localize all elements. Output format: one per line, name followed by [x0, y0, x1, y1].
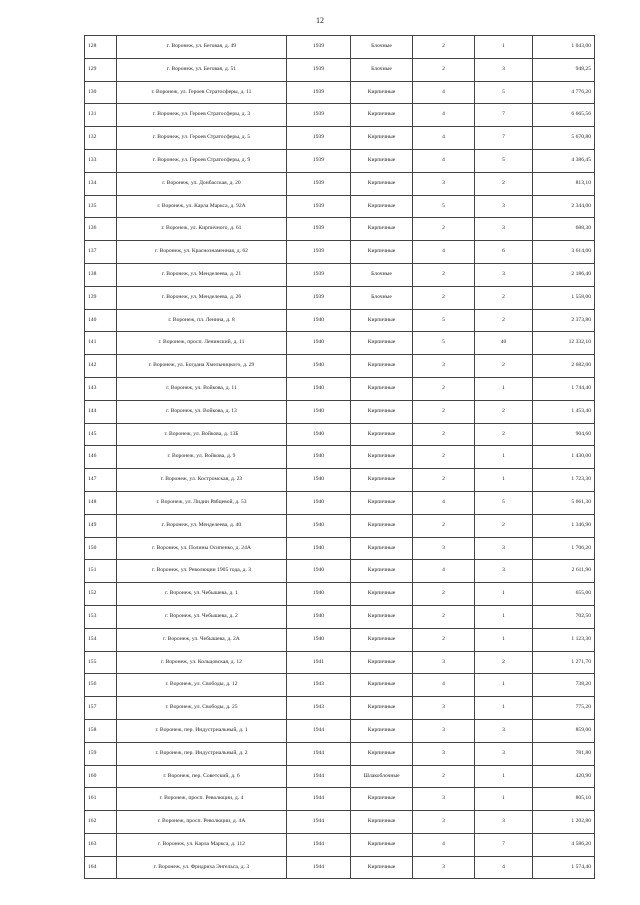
- floors-cell: 3: [413, 719, 475, 742]
- construction-year-cell: 1941: [287, 651, 351, 674]
- table-row: [85, 263, 595, 286]
- floors-cell: 3: [413, 355, 475, 378]
- floors-cell: 3: [413, 742, 475, 765]
- address-cell: г. Воронеж, ул. Лидии Рябцевой, д. 53: [117, 491, 287, 514]
- wall-material-cell: Кирпичные: [351, 628, 413, 651]
- row-number-cell: 163: [85, 833, 117, 856]
- floors-cell: 2: [413, 583, 475, 606]
- row-number-cell: 164: [85, 856, 117, 879]
- floors-cell: 3: [413, 537, 475, 560]
- apartments-cell: 1: [475, 628, 533, 651]
- table-row: [85, 651, 595, 674]
- apartments-cell: 4: [475, 856, 533, 879]
- table-row: [85, 241, 595, 264]
- address-cell: г. Воронеж, ул. Карла Маркса, д. 92А: [117, 195, 287, 218]
- wall-material-cell: Кирпичные: [351, 423, 413, 446]
- table-row: [85, 127, 595, 150]
- row-number-cell: 138: [85, 263, 117, 286]
- address-cell: г. Воронеж, ул. Менделеева, д. 21: [117, 263, 287, 286]
- row-number-cell: 133: [85, 149, 117, 172]
- row-number-cell: 141: [85, 332, 117, 355]
- construction-year-cell: 1940: [287, 377, 351, 400]
- address-cell: г. Воронеж, ул. Чебышева, д. 2: [117, 605, 287, 628]
- apartments-cell: 5: [475, 81, 533, 104]
- area-cell: 2 611,90: [533, 560, 595, 583]
- construction-year-cell: 1944: [287, 765, 351, 788]
- table-row: [85, 605, 595, 628]
- area-cell: 3 614,00: [533, 241, 595, 264]
- wall-material-cell: Кирпичные: [351, 469, 413, 492]
- apartments-cell: 2: [475, 400, 533, 423]
- table-row: [85, 309, 595, 332]
- row-number-cell: 137: [85, 241, 117, 264]
- floors-cell: 3: [413, 811, 475, 834]
- wall-material-cell: Кирпичные: [351, 742, 413, 765]
- address-cell: г. Воронеж, пер. Индустриальный, д. 2: [117, 742, 287, 765]
- row-number-cell: 146: [85, 446, 117, 469]
- table-row: [85, 355, 595, 378]
- wall-material-cell: Кирпичные: [351, 377, 413, 400]
- row-number-cell: 144: [85, 400, 117, 423]
- construction-year-cell: 1940: [287, 355, 351, 378]
- wall-material-cell: Шлакоблочные: [351, 765, 413, 788]
- floors-cell: 2: [413, 423, 475, 446]
- area-cell: 2 344,00: [533, 195, 595, 218]
- table-row: [85, 469, 595, 492]
- construction-year-cell: 1940: [287, 514, 351, 537]
- apartments-cell: 1: [475, 469, 533, 492]
- wall-material-cell: Кирпичные: [351, 560, 413, 583]
- floors-cell: 4: [413, 491, 475, 514]
- area-cell: 655,00: [533, 583, 595, 606]
- table-row: [85, 218, 595, 241]
- row-number-cell: 155: [85, 651, 117, 674]
- wall-material-cell: Кирпичные: [351, 674, 413, 697]
- address-cell: г. Воронеж, ул. Чебышева, д. 2А: [117, 628, 287, 651]
- construction-year-cell: 1939: [287, 127, 351, 150]
- table-row: [85, 195, 595, 218]
- area-cell: 4 776,20: [533, 81, 595, 104]
- address-cell: г. Воронеж, ул. Донбасская, д. 20: [117, 172, 287, 195]
- floors-cell: 4: [413, 674, 475, 697]
- apartments-cell: 5: [475, 491, 533, 514]
- row-number-cell: 130: [85, 81, 117, 104]
- area-cell: 1 723,30: [533, 469, 595, 492]
- construction-year-cell: 1939: [287, 241, 351, 264]
- apartments-cell: 1: [475, 605, 533, 628]
- wall-material-cell: Кирпичные: [351, 537, 413, 560]
- wall-material-cell: Кирпичные: [351, 172, 413, 195]
- address-cell: г. Воронеж, ул. Революции 1905 года, д. 3: [117, 560, 287, 583]
- address-cell: г. Воронеж, ул. Беговая, д. 51: [117, 58, 287, 81]
- construction-year-cell: 1944: [287, 719, 351, 742]
- row-number-cell: 136: [85, 218, 117, 241]
- apartments-cell: 3: [475, 195, 533, 218]
- row-number-cell: 150: [85, 537, 117, 560]
- address-cell: г. Воронеж, ул. Войкова, д. 11: [117, 377, 287, 400]
- apartments-cell: 1: [475, 446, 533, 469]
- area-cell: 1 202,80: [533, 811, 595, 834]
- construction-year-cell: 1939: [287, 218, 351, 241]
- floors-cell: 4: [413, 833, 475, 856]
- wall-material-cell: Кирпичные: [351, 241, 413, 264]
- table-row: [85, 400, 595, 423]
- floors-cell: 2: [413, 628, 475, 651]
- address-cell: г. Воронеж, ул. Героев Стратосферы, д. 3: [117, 104, 287, 127]
- table-row: [85, 36, 595, 59]
- construction-year-cell: 1940: [287, 423, 351, 446]
- construction-year-cell: 1940: [287, 469, 351, 492]
- address-cell: г. Воронеж, ул. Фридриха Энгельса, д. 3: [117, 856, 287, 879]
- apartments-cell: 3: [475, 811, 533, 834]
- address-cell: г. Воронеж, ул. Свободы, д. 25: [117, 697, 287, 720]
- apartments-cell: 7: [475, 833, 533, 856]
- row-number-cell: 143: [85, 377, 117, 400]
- address-cell: г. Воронеж, ул. Войкова, д. 13: [117, 400, 287, 423]
- wall-material-cell: Блочные: [351, 286, 413, 309]
- wall-material-cell: Кирпичные: [351, 332, 413, 355]
- floors-cell: 3: [413, 788, 475, 811]
- wall-material-cell: Кирпичные: [351, 400, 413, 423]
- address-cell: г. Воронеж, ул. Войкова, д. 9: [117, 446, 287, 469]
- area-cell: 1 123,30: [533, 628, 595, 651]
- table-row: [85, 423, 595, 446]
- area-cell: 1 430,00: [533, 446, 595, 469]
- construction-year-cell: 1940: [287, 491, 351, 514]
- table-row: [85, 491, 595, 514]
- wall-material-cell: Кирпичные: [351, 104, 413, 127]
- address-cell: г. Воронеж, ул. Чебышева, д. 1: [117, 583, 287, 606]
- apartments-cell: 7: [475, 104, 533, 127]
- address-cell: г. Воронеж, ул. Менделеева, д. 40: [117, 514, 287, 537]
- table-row: [85, 628, 595, 651]
- table-row: [85, 81, 595, 104]
- area-cell: 1 453,40: [533, 400, 595, 423]
- floors-cell: 2: [413, 218, 475, 241]
- floors-cell: 2: [413, 58, 475, 81]
- wall-material-cell: Кирпичные: [351, 355, 413, 378]
- area-cell: 12 332,10: [533, 332, 595, 355]
- floors-cell: 4: [413, 81, 475, 104]
- floors-cell: 4: [413, 560, 475, 583]
- address-cell: г. Воронеж, ул. Героев Стратосферы, д. 5: [117, 127, 287, 150]
- construction-year-cell: 1944: [287, 811, 351, 834]
- wall-material-cell: Кирпичные: [351, 218, 413, 241]
- table-row: [85, 719, 595, 742]
- floors-cell: 5: [413, 332, 475, 355]
- table-row: [85, 332, 595, 355]
- construction-year-cell: 1944: [287, 788, 351, 811]
- address-cell: г. Воронеж, просп. Революции, д. 4: [117, 788, 287, 811]
- row-number-cell: 135: [85, 195, 117, 218]
- wall-material-cell: Кирпичные: [351, 309, 413, 332]
- row-number-cell: 160: [85, 765, 117, 788]
- area-cell: 2 186,40: [533, 263, 595, 286]
- area-cell: 813,10: [533, 172, 595, 195]
- address-cell: г. Воронеж, ул. Полины Осипенко, д. 24А: [117, 537, 287, 560]
- row-number-cell: 148: [85, 491, 117, 514]
- wall-material-cell: Кирпичные: [351, 195, 413, 218]
- wall-material-cell: Кирпичные: [351, 719, 413, 742]
- floors-cell: 2: [413, 286, 475, 309]
- row-number-cell: 129: [85, 58, 117, 81]
- table-row: [85, 104, 595, 127]
- row-number-cell: 145: [85, 423, 117, 446]
- address-cell: г. Воронеж, просп. Ленинский, д. 11: [117, 332, 287, 355]
- wall-material-cell: Кирпичные: [351, 81, 413, 104]
- table-row: [85, 286, 595, 309]
- table-row: [85, 377, 595, 400]
- construction-year-cell: 1939: [287, 286, 351, 309]
- construction-year-cell: 1939: [287, 172, 351, 195]
- wall-material-cell: Кирпичные: [351, 514, 413, 537]
- table-row: [85, 583, 595, 606]
- floors-cell: 2: [413, 377, 475, 400]
- apartments-cell: 2: [475, 514, 533, 537]
- floors-cell: 2: [413, 263, 475, 286]
- wall-material-cell: Кирпичные: [351, 856, 413, 879]
- row-number-cell: 149: [85, 514, 117, 537]
- area-cell: 805,10: [533, 788, 595, 811]
- apartments-cell: 2: [475, 309, 533, 332]
- area-cell: 4 386,45: [533, 149, 595, 172]
- area-cell: 738,20: [533, 674, 595, 697]
- construction-year-cell: 1939: [287, 81, 351, 104]
- area-cell: 2 373,80: [533, 309, 595, 332]
- floors-cell: 2: [413, 514, 475, 537]
- row-number-cell: 142: [85, 355, 117, 378]
- address-cell: г. Воронеж, ул. Карла Маркса, д. 112: [117, 833, 287, 856]
- floors-cell: 4: [413, 241, 475, 264]
- wall-material-cell: Кирпичные: [351, 149, 413, 172]
- floors-cell: 2: [413, 446, 475, 469]
- construction-year-cell: 1944: [287, 833, 351, 856]
- construction-year-cell: 1939: [287, 149, 351, 172]
- table-row: [85, 514, 595, 537]
- apartments-cell: 3: [475, 560, 533, 583]
- apartments-cell: 1: [475, 788, 533, 811]
- wall-material-cell: Кирпичные: [351, 811, 413, 834]
- row-number-cell: 140: [85, 309, 117, 332]
- area-cell: 859,00: [533, 719, 595, 742]
- wall-material-cell: Блочные: [351, 263, 413, 286]
- address-cell: г. Воронеж, пер. Индустриальный, д. 1: [117, 719, 287, 742]
- apartments-cell: 1: [475, 377, 533, 400]
- construction-year-cell: 1943: [287, 674, 351, 697]
- row-number-cell: 151: [85, 560, 117, 583]
- apartments-cell: 40: [475, 332, 533, 355]
- area-cell: 6 665,56: [533, 104, 595, 127]
- floors-cell: 3: [413, 651, 475, 674]
- table-row: [85, 697, 595, 720]
- registry-table-body: [85, 36, 595, 879]
- address-cell: г. Воронеж, ул. Костромская, д. 23: [117, 469, 287, 492]
- apartments-cell: 3: [475, 742, 533, 765]
- address-cell: г. Воронеж, ул. Кольцовская, д. 12: [117, 651, 287, 674]
- construction-year-cell: 1940: [287, 537, 351, 560]
- row-number-cell: 134: [85, 172, 117, 195]
- address-cell: г. Воронеж, ул. Героев Стратосферы, д. 11: [117, 81, 287, 104]
- row-number-cell: 132: [85, 127, 117, 150]
- apartments-cell: 1: [475, 674, 533, 697]
- floors-cell: 2: [413, 469, 475, 492]
- area-cell: 1 558,00: [533, 286, 595, 309]
- area-cell: 781,80: [533, 742, 595, 765]
- wall-material-cell: Кирпичные: [351, 833, 413, 856]
- area-cell: 1 706,20: [533, 537, 595, 560]
- construction-year-cell: 1940: [287, 560, 351, 583]
- wall-material-cell: Кирпичные: [351, 127, 413, 150]
- construction-year-cell: 1943: [287, 697, 351, 720]
- apartments-cell: 3: [475, 58, 533, 81]
- wall-material-cell: Блочные: [351, 36, 413, 59]
- wall-material-cell: Кирпичные: [351, 605, 413, 628]
- wall-material-cell: Блочные: [351, 58, 413, 81]
- apartments-cell: 1: [475, 697, 533, 720]
- floors-cell: 5: [413, 309, 475, 332]
- wall-material-cell: Кирпичные: [351, 583, 413, 606]
- apartments-cell: 1: [475, 36, 533, 59]
- floors-cell: 4: [413, 104, 475, 127]
- floors-cell: 2: [413, 36, 475, 59]
- apartments-cell: 2: [475, 355, 533, 378]
- apartments-cell: 6: [475, 241, 533, 264]
- wall-material-cell: Кирпичные: [351, 697, 413, 720]
- row-number-cell: 153: [85, 605, 117, 628]
- address-cell: г. Воронеж, ул. Героев Стратосферы, д. 9: [117, 149, 287, 172]
- apartments-cell: 3: [475, 719, 533, 742]
- apartments-cell: 7: [475, 127, 533, 150]
- apartments-cell: 1: [475, 765, 533, 788]
- table-row: [85, 58, 595, 81]
- construction-year-cell: 1940: [287, 628, 351, 651]
- wall-material-cell: Кирпичные: [351, 651, 413, 674]
- row-number-cell: 157: [85, 697, 117, 720]
- address-cell: г. Воронеж, ул. Краснознаменная, д. 62: [117, 241, 287, 264]
- table-row: [85, 811, 595, 834]
- wall-material-cell: Кирпичные: [351, 446, 413, 469]
- construction-year-cell: 1944: [287, 742, 351, 765]
- table-row: [85, 788, 595, 811]
- wall-material-cell: Кирпичные: [351, 491, 413, 514]
- row-number-cell: 158: [85, 719, 117, 742]
- housing-registry-table: [84, 35, 595, 879]
- apartments-cell: 2: [475, 286, 533, 309]
- area-cell: 1 271,70: [533, 651, 595, 674]
- construction-year-cell: 1940: [287, 605, 351, 628]
- floors-cell: 3: [413, 697, 475, 720]
- apartments-cell: 3: [475, 263, 533, 286]
- address-cell: г. Воронеж, ул. Войкова, д. 13Б: [117, 423, 287, 446]
- construction-year-cell: 1940: [287, 309, 351, 332]
- construction-year-cell: 1940: [287, 400, 351, 423]
- area-cell: 948,25: [533, 58, 595, 81]
- row-number-cell: 162: [85, 811, 117, 834]
- row-number-cell: 156: [85, 674, 117, 697]
- table-row: [85, 172, 595, 195]
- table-row: [85, 149, 595, 172]
- table-row: [85, 674, 595, 697]
- area-cell: 5 661,30: [533, 491, 595, 514]
- table-row: [85, 765, 595, 788]
- apartments-cell: 3: [475, 218, 533, 241]
- area-cell: 420,90: [533, 765, 595, 788]
- apartments-cell: 1: [475, 583, 533, 606]
- apartments-cell: 2: [475, 172, 533, 195]
- construction-year-cell: 1940: [287, 332, 351, 355]
- floors-cell: 5: [413, 195, 475, 218]
- apartments-cell: 2: [475, 423, 533, 446]
- apartments-cell: 2: [475, 651, 533, 674]
- construction-year-cell: 1939: [287, 104, 351, 127]
- address-cell: г. Воронеж, ул. Менделеева, д. 26: [117, 286, 287, 309]
- area-cell: 1 043,00: [533, 36, 595, 59]
- address-cell: г. Воронеж, просп. Революции, д. 4А: [117, 811, 287, 834]
- construction-year-cell: 1940: [287, 446, 351, 469]
- row-number-cell: 147: [85, 469, 117, 492]
- row-number-cell: 159: [85, 742, 117, 765]
- floors-cell: 2: [413, 605, 475, 628]
- floors-cell: 4: [413, 149, 475, 172]
- apartments-cell: 3: [475, 537, 533, 560]
- row-number-cell: 154: [85, 628, 117, 651]
- address-cell: г. Воронеж, пер. Советский, д. 6: [117, 765, 287, 788]
- area-cell: 1 744,40: [533, 377, 595, 400]
- floors-cell: 2: [413, 765, 475, 788]
- floors-cell: 4: [413, 127, 475, 150]
- row-number-cell: 131: [85, 104, 117, 127]
- address-cell: г. Воронеж, пл. Ленина, д. 8: [117, 309, 287, 332]
- area-cell: 904,60: [533, 423, 595, 446]
- row-number-cell: 139: [85, 286, 117, 309]
- row-number-cell: 128: [85, 36, 117, 59]
- apartments-cell: 5: [475, 149, 533, 172]
- area-cell: 702,50: [533, 605, 595, 628]
- construction-year-cell: 1940: [287, 583, 351, 606]
- construction-year-cell: 1944: [287, 856, 351, 879]
- table-row: [85, 446, 595, 469]
- area-cell: 5 670,80: [533, 127, 595, 150]
- area-cell: 4 586,20: [533, 833, 595, 856]
- page-number: 12: [316, 16, 324, 25]
- address-cell: г. Воронеж, ул. Богдана Хмельницкого, д. 29: [117, 355, 287, 378]
- address-cell: г. Воронеж, ул. Беговая, д. 49: [117, 36, 287, 59]
- row-number-cell: 161: [85, 788, 117, 811]
- area-cell: 688,30: [533, 218, 595, 241]
- area-cell: 1 346,90: [533, 514, 595, 537]
- floors-cell: 2: [413, 400, 475, 423]
- row-number-cell: 152: [85, 583, 117, 606]
- wall-material-cell: Кирпичные: [351, 788, 413, 811]
- construction-year-cell: 1939: [287, 36, 351, 59]
- table-row: [85, 537, 595, 560]
- table-row: [85, 856, 595, 879]
- area-cell: 2 682,00: [533, 355, 595, 378]
- address-cell: г. Воронеж, ул. Свободы, д. 12: [117, 674, 287, 697]
- area-cell: 775,20: [533, 697, 595, 720]
- construction-year-cell: 1939: [287, 263, 351, 286]
- table-row: [85, 742, 595, 765]
- construction-year-cell: 1939: [287, 195, 351, 218]
- table-row: [85, 833, 595, 856]
- construction-year-cell: 1939: [287, 58, 351, 81]
- address-cell: г. Воронеж, ул. Кирпичного, д. 61: [117, 218, 287, 241]
- table-row: [85, 560, 595, 583]
- floors-cell: 3: [413, 172, 475, 195]
- area-cell: 1 574,40: [533, 856, 595, 879]
- floors-cell: 3: [413, 856, 475, 879]
